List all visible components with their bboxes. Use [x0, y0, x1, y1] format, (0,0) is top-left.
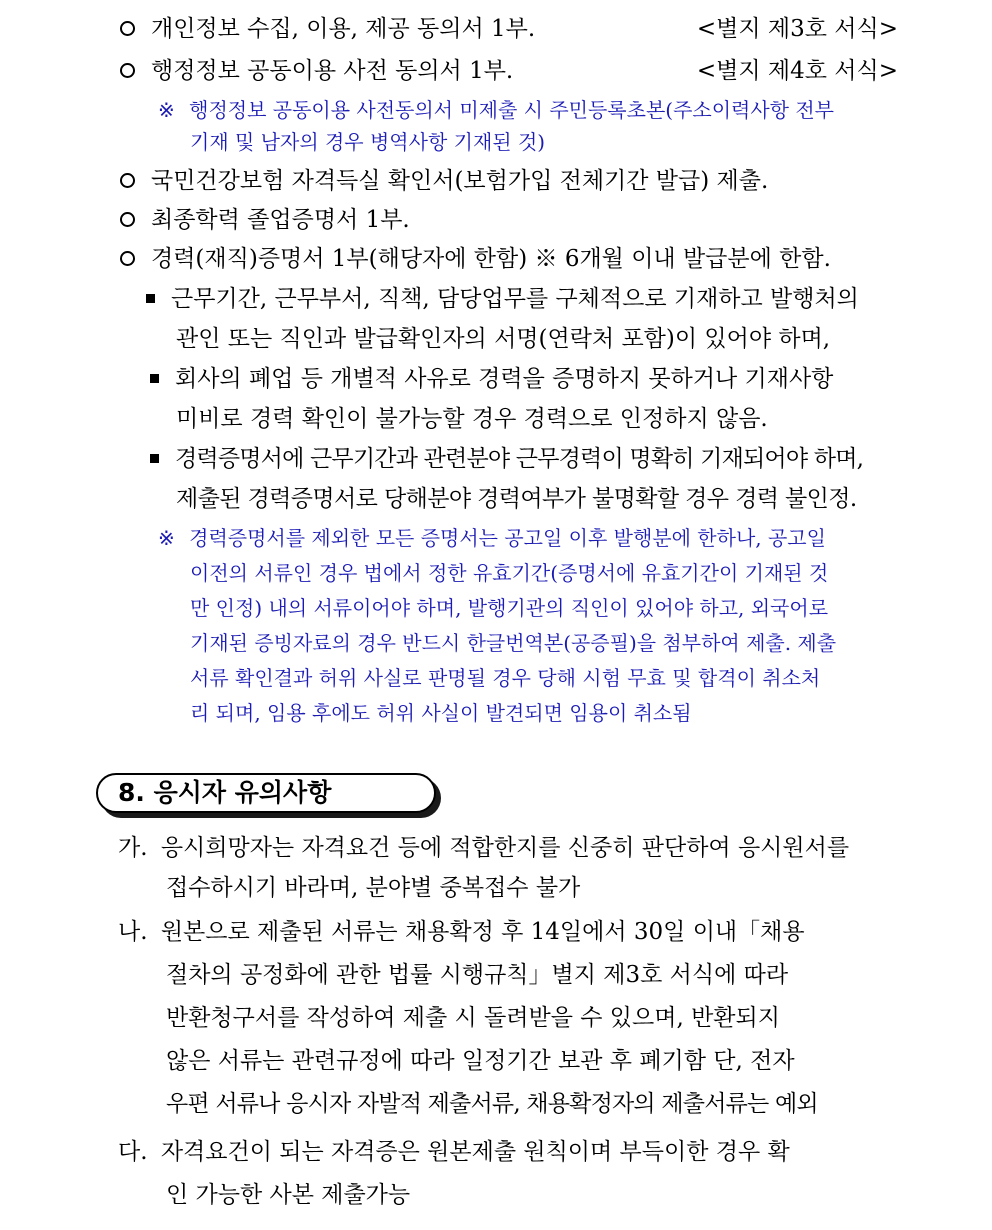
- note-mark: ※: [158, 526, 175, 550]
- notice-item-ga: [118, 833, 849, 863]
- notice-item-da: [118, 1137, 790, 1167]
- notice-item-na: [118, 917, 805, 947]
- square-bullet-icon: [150, 454, 159, 463]
- item-mark: 가.: [118, 835, 148, 861]
- note-line: 서류 확인결과 허위 사실로 판명될 경우 당해 시험 무효 및 합격이 취소처: [190, 666, 821, 690]
- sub-item-line: 경력증명서에 근무기간과 관련분야 근무경력이 명확히 기재되어야 하며,: [175, 446, 864, 472]
- doc-item-health-insurance: [120, 166, 768, 196]
- sub-item-line: 근무기간, 근무부서, 직책, 담당업무를 구체적으로 기재하고 발행처의: [171, 286, 859, 312]
- item-line: 반환청구서를 작성하여 제출 시 돌려받을 수 있으며, 반환되지: [166, 1005, 780, 1031]
- doc-item-graduation: [120, 205, 410, 235]
- doc-item-text: 국민건강보험 자격득실 확인서(보험가입 전체기간 발급) 제출.: [151, 168, 769, 194]
- note-mark: ※: [158, 98, 175, 122]
- circle-bullet-icon: [120, 251, 135, 266]
- circle-bullet-icon: [120, 173, 135, 188]
- sub-item-career-not-recognized: [150, 364, 833, 394]
- sub-item-line: 미비로 경력 확인이 불가능할 경우 경력으로 인정하지 않음.: [176, 406, 768, 432]
- note-line: 경력증명서를 제외한 모든 증명서는 공고일 이후 발행분에 한하나, 공고일: [189, 526, 826, 550]
- item-line: 원본으로 제출된 서류는 채용확정 후 14일에서 30일 이내「채용: [160, 919, 805, 945]
- note-line: 만 인정) 내의 서류이어야 하며, 발행기관의 직인이 있어야 하고, 외국어로: [190, 596, 829, 620]
- sub-item-line: 회사의 폐업 등 개별적 사유로 경력을 증명하지 못하거나 기재사항: [175, 366, 834, 392]
- item-line: 인 가능한 사본 제출가능: [166, 1182, 411, 1208]
- doc-item-admin-info-consent: [120, 56, 513, 86]
- item-line: 우편 서류나 응시자 자발적 제출서류, 채용확정자의 제출서류는 예외: [166, 1091, 818, 1117]
- item-mark: 나.: [118, 919, 148, 945]
- circle-bullet-icon: [120, 212, 135, 227]
- doc-item-text: 최종학력 졸업증명서 1부.: [151, 207, 410, 233]
- sub-item-career-details: [146, 284, 859, 314]
- sub-item-career-field: [150, 444, 863, 474]
- form-reference: <별지 제4호 서식>: [696, 58, 898, 84]
- item-line: 접수하시기 바라며, 분야별 중복접수 불가: [166, 875, 581, 901]
- item-line: 절차의 공정화에 관한 법률 시행규칙」별지 제3호 서식에 따라: [166, 962, 789, 988]
- section-title: 8. 응시자 유의사항: [118, 778, 332, 807]
- square-bullet-icon: [150, 374, 159, 383]
- note-line: 이전의 서류인 경우 법에서 정한 유효기간(증명서에 유효기간이 기재된 것: [190, 561, 829, 585]
- doc-item-text: 행정정보 공동이용 사전 동의서 1부.: [151, 58, 514, 84]
- item-line: 자격요건이 되는 자격증은 원본제출 원칙이며 부득이한 경우 확: [160, 1139, 790, 1165]
- sub-item-line: 제출된 경력증명서로 당해분야 경력여부가 불명확할 경우 경력 불인정.: [176, 486, 857, 512]
- circle-bullet-icon: [120, 21, 135, 36]
- form-reference: <별지 제3호 서식>: [696, 16, 898, 42]
- note-line: 행정정보 공동이용 사전동의서 미제출 시 주민등록초본(주소이력사항 전부: [189, 98, 834, 122]
- doc-item-career-certificate: [120, 244, 831, 274]
- note-admin-info: [158, 95, 834, 125]
- doc-item-text: 개인정보 수집, 이용, 제공 동의서 1부.: [151, 16, 536, 42]
- note-line: 기재 및 남자의 경우 병역사항 기재된 것): [190, 130, 546, 154]
- doc-item-consent-form: [120, 14, 535, 44]
- doc-item-text: 경력(재직)증명서 1부(해당자에 한함) ※ 6개월 이내 발급분에 한함.: [151, 246, 831, 272]
- note-line: 리 되며, 임용 후에도 허위 사실이 발견되면 임용이 취소됨: [190, 701, 692, 725]
- circle-bullet-icon: [120, 63, 135, 78]
- sub-item-line: 관인 또는 직인과 발급확인자의 서명(연락처 포함)이 있어야 하며,: [176, 326, 831, 352]
- item-line: 응시희망자는 자격요건 등에 적합한지를 신중히 판단하여 응시원서를: [160, 835, 850, 861]
- note-certificate-validity: [158, 523, 826, 553]
- note-line: 기재된 증빙자료의 경우 반드시 한글번역본(공증필)을 첨부하여 제출. 제출: [190, 631, 837, 655]
- item-line: 않은 서류는 관련규정에 따라 일정기간 보관 후 폐기함 단, 전자: [166, 1048, 795, 1074]
- item-mark: 다.: [118, 1139, 148, 1165]
- square-bullet-icon: [146, 294, 155, 303]
